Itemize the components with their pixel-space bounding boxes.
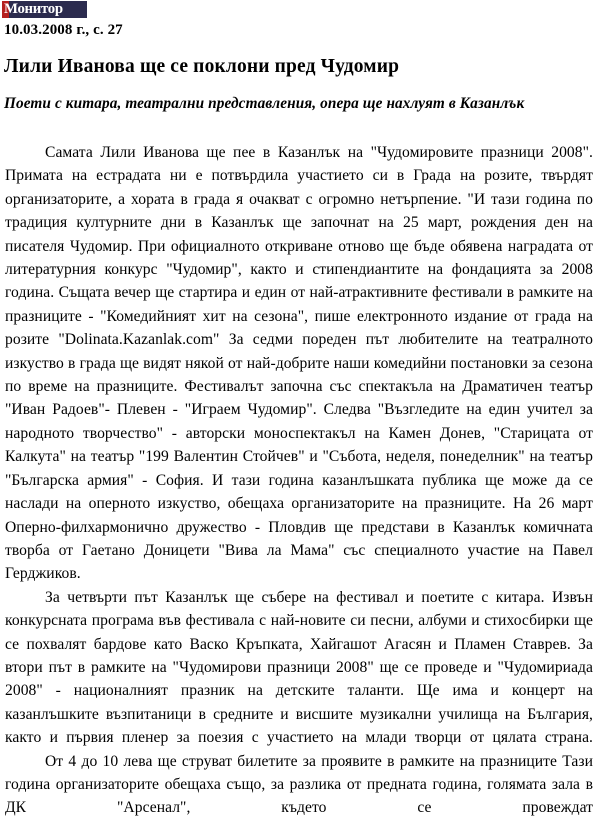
logo-wordmark: Монитор [4,1,63,17]
page-title: Лили Иванова ще се поклони пред Чудомир [4,56,400,77]
article-page [0,1,600,817]
article-paragraph: Самата Лили Иванова ще пее в Казанлък на "Чудомировите празници 2008". Примата на естрадата ни е потвърдила участието си в Града на розите, твърдят организаторите, а хората в града я очакват с огромно нетърпение. "И тази година по традиция културните дни в Казанлък ще започнат на 25 март, рождения ден на писателя Чудомир. При официалното откриване отново ще бъде обявена наградата от литературния конкурс "Чудомир", както и стипендиантите на фондацията за 2008 година. Същата вечер ще стартира и един от най-атрактивните фестивали в рамките на празниците - "Комедийният хит на сезона", пише електронното издание от града на розите "Dolinata.Kazanlak.com" За седми пореден път любителите на театралното изкуство в града ще видят някой от най-добрите наши комедийни постановки за сезона по време на празниците. Фестивалът започна със спектакъла на Драматичен театър "Иван Радоев"- Плевен - "Играем Чудомир". Следва "Възгледите на един учител за народното творчество" - авторски моноспектакъл на Камен Донев, "Старицата от Калкута" на театър "199 Валентин Стойчев" и "Събота, неделя, понеделник" на театър "Българска армия" - София. И тази година казанлъшката публика ще може да се наслади на оперното изкуство, обещаха организаторите на празниците. На 26 март Оперно-филхармонично дружество - Пловдив ще представи в Казанлък комичната творба от Гаетано Доницети "Вива ла Мама" със специалното участие на Павел Герджиков. [5,144,593,583]
article-body [5,141,593,820]
publication-logo [2,1,87,18]
dateline: 10.03.2008 г., с. 27 [4,22,123,38]
article-paragraph: От 4 до 10 лева ще струват билетите за проявите в рамките на празниците Тази година организаторите обещаха също, за разлика от предната година, голямата зала в ДК "Арсенал", където се провеждат [5,752,593,817]
article-paragraph: За четвърти път Казанлък ще събере на фестивал и поетите с китара. Извън конкурсната програма във фестивала с най-новите си песни, албуми и стихосбирки ще се похвалят бардове като Васко Кръпката, Хайгашот Агасян и Пламен Ставрев. За втори път в рамките на "Чудомирови празници 2008" ще се проведе и "Чудомириада 2008" - националният празник на детските таланти. Ще има и концерт на казанлъшките възпитаници в средните и висшите музикални училища на България, както и първия пленер за поезия с участието на млади творци от цялата страна. [5,588,593,747]
subheading: Поети с китара, театрални представления, опера ще нахлуят в Казанлък [4,95,525,112]
